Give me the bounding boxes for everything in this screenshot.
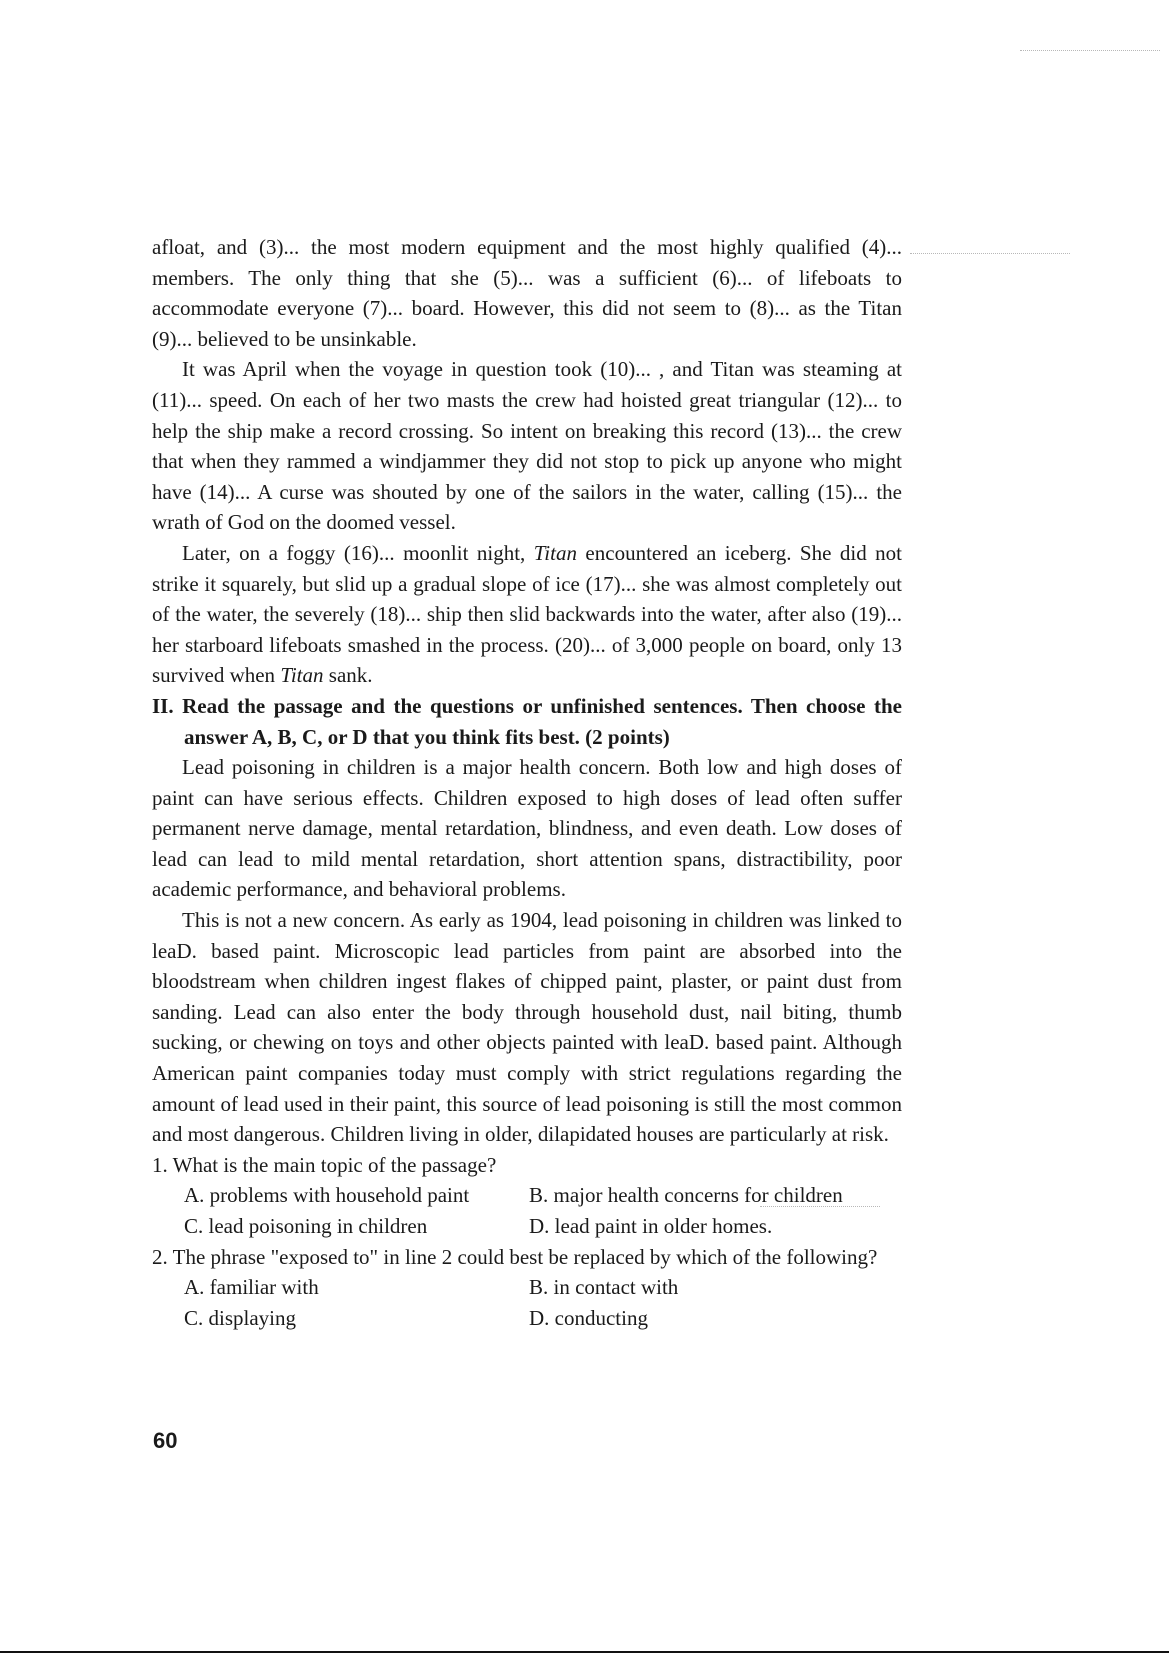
scan-mark-top xyxy=(1020,50,1160,51)
question-1: 1. What is the main topic of the passage? xyxy=(152,1152,497,1177)
lead-paragraph-1: Lead poisoning in children is a major health concern. Both low and high doses of paint can have serious effects. Children exposed to high doses of lead often suffer permanent nerve damage, mental retardation, blindness, and even death. Low doses of lead can lead to mild mental retardation, short attention spans, distractibility, poor academic performance, and behavioral problems. xyxy=(152,755,902,902)
titan-paragraph-3: Later, on a foggy (16)... moonlit night, Titan encountered an iceberg. She did not strike it squarely, but slid up a gradual slope of ice (17)... she was almost completely out of the water, the severely (18)... ship then slid backwards into the water, after also (19)... her starboard lifeboats smashed in the process. (20)... of 3,000 people on board, only 13 survived when Titan sank. xyxy=(152,540,903,688)
lead-paragraph-2: This is not a new concern. As early as 1904, lead poisoning in children was linked to leaD. based paint. Microscopic lead particles from paint are absorbed into the bloodstream when children ingest flakes of chipped paint, plaster, or paint dust from sanding. Lead can also enter the body through household dust, nail biting, thumb sucking, or chewing on toys and other objects painted with leaD. based paint. Although American paint companies today must comply with strict regulations regarding the amount of lead used in their paint, this source of lead poisoning is still the most common and most dangerous. Children living in older, dilapidated houses are particularly at risk. xyxy=(152,908,902,1147)
page-bottom-edge xyxy=(0,1651,1169,1653)
question-1-options xyxy=(152,1180,902,1241)
option-1d: D. lead paint in older homes. xyxy=(529,1214,773,1238)
question-2: 2. The phrase "exposed to" in line 2 could best be replaced by which of the following? xyxy=(152,1244,878,1269)
page-number: 60 xyxy=(153,1428,178,1453)
question-2-options xyxy=(152,1272,902,1333)
section-heading: II. Read the passage and the questions or unfinished sentences. Then choose the answer A, B, C, or D that you think fits best. (2 points) xyxy=(152,693,902,749)
option-1a: A. problems with household paint xyxy=(184,1183,470,1208)
scan-mark-right xyxy=(910,253,1070,254)
reading-passages xyxy=(152,232,902,1333)
option-2a: A. familiar with xyxy=(184,1275,319,1300)
option-2c: C. displaying xyxy=(184,1305,297,1330)
titan-paragraph-1: afloat, and (3)... the most modern equipment and the most highly qualified (4)... members. The only thing that she (5)... was a sufficient (6)... of lifeboats to accommodate everyone (7)... board. However, this did not seem to (8)... as the Titan (9)... believed to be unsinkable. xyxy=(152,235,902,351)
option-2b: B. in contact with xyxy=(529,1275,679,1300)
option-1c: C. lead poisoning in children xyxy=(184,1214,428,1238)
option-1b: B. major health concerns for children xyxy=(529,1183,843,1208)
titan-paragraph-2: It was April when the voyage in question took (10)... , and Titan was steaming at (11)... speed. On each of her two masts the crew had hoisted great triangular (12)... to help the ship make a record crossing. So intent on breaking this record (13)... the crew that when they rammed a windjammer they did not stop to pick up anyone who might have (14)... A curse was shouted by one of the sailors in the water, calling (15)... the wrath of God on the doomed vessel. xyxy=(152,357,902,535)
option-2d: D. conducting xyxy=(529,1305,648,1330)
